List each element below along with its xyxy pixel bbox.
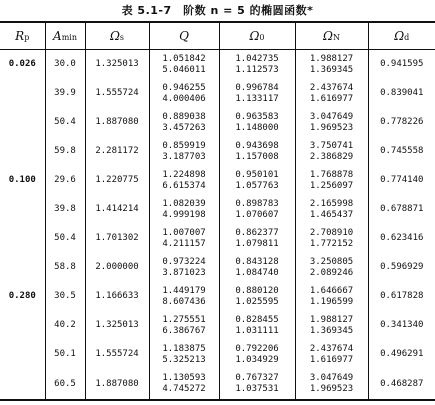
cell-omega-0-value: 1.025595 — [235, 296, 279, 307]
cell-omega-n-value: 1.196599 — [309, 296, 354, 307]
cell-q-value: 0.946255 — [162, 82, 206, 93]
cell-q-value: 5.325213 — [162, 354, 206, 365]
cell-amin: 60.5 — [45, 369, 85, 400]
cell-q — [149, 311, 219, 340]
cell-omega-0 — [219, 166, 295, 195]
cell-omega-s: 2.000000 — [85, 253, 149, 282]
cell-omega-n-value: 1.465437 — [309, 209, 354, 220]
cell-q — [149, 224, 219, 253]
cell-omega-d: 0.774140 — [368, 166, 435, 195]
cell-omega-0 — [219, 50, 295, 80]
cell-omega-0-value: 0.880120 — [235, 285, 279, 296]
cell-q-value: 4.211157 — [162, 238, 206, 249]
table-row — [0, 50, 435, 80]
cell-q — [149, 166, 219, 195]
cell-omega-0-value: 1.037531 — [235, 384, 279, 394]
table-row — [0, 282, 435, 311]
table-row — [0, 340, 435, 369]
cell-q-value: 1.275551 — [162, 314, 206, 325]
cell-omega-s: 1.166633 — [85, 282, 149, 311]
cell-omega-0-value: 0.996784 — [235, 82, 279, 93]
table-row — [0, 253, 435, 282]
header-row — [0, 22, 435, 50]
cell-omega-s: 1.325013 — [85, 311, 149, 340]
cell-q — [149, 340, 219, 369]
cell-omega-0 — [219, 369, 295, 400]
cell-omega-s: 1.555724 — [85, 340, 149, 369]
cell-q-value: 8.607436 — [162, 296, 206, 307]
cell-amin: 50.4 — [45, 108, 85, 137]
cell-omega-d: 0.678871 — [368, 195, 435, 224]
cell-q — [149, 50, 219, 80]
cell-omega-0-value: 1.042735 — [235, 53, 279, 64]
cell-omega-n-value: 2.386829 — [309, 151, 354, 162]
cell-rp — [0, 137, 45, 166]
cell-omega-0 — [219, 79, 295, 108]
cell-omega-0-value: 0.950101 — [235, 169, 279, 180]
cell-omega-n — [295, 369, 368, 400]
header-omega-0: Ω0 — [219, 22, 295, 50]
table-row — [0, 166, 435, 195]
cell-omega-0-value: 1.157008 — [235, 151, 279, 162]
table-row — [0, 137, 435, 166]
cell-omega-0 — [219, 195, 295, 224]
cell-omega-0-value: 1.148000 — [235, 122, 279, 133]
cell-omega-n — [295, 50, 368, 80]
cell-omega-n — [295, 224, 368, 253]
cell-omega-0-value: 1.031111 — [235, 325, 279, 336]
cell-omega-s: 1.887080 — [85, 369, 149, 400]
cell-omega-0-value: 1.034929 — [235, 354, 279, 365]
cell-omega-0-value: 1.112573 — [235, 64, 279, 75]
cell-omega-0 — [219, 108, 295, 137]
cell-q-value: 5.046011 — [162, 64, 206, 75]
cell-q-value: 3.187703 — [162, 151, 206, 162]
header-omega-s: Ωs — [85, 22, 149, 50]
cell-q-value: 6.386767 — [162, 325, 206, 336]
table-row — [0, 311, 435, 340]
cell-q-value: 1.082039 — [162, 198, 206, 209]
cell-amin: 39.9 — [45, 79, 85, 108]
table-row — [0, 195, 435, 224]
cell-omega-d: 0.745558 — [368, 137, 435, 166]
cell-omega-d: 0.341340 — [368, 311, 435, 340]
cell-omega-s: 2.281172 — [85, 137, 149, 166]
cell-omega-d: 0.596929 — [368, 253, 435, 282]
cell-omega-0-value: 1.084740 — [235, 267, 279, 278]
cell-rp — [0, 369, 45, 400]
cell-amin: 40.2 — [45, 311, 85, 340]
cell-q-value: 1.130593 — [162, 373, 206, 383]
cell-amin: 50.4 — [45, 224, 85, 253]
cell-omega-d: 0.778226 — [368, 108, 435, 137]
cell-q-value: 1.449179 — [162, 285, 206, 296]
header-rp: Rp — [0, 22, 45, 50]
cell-omega-n — [295, 79, 368, 108]
cell-q — [149, 369, 219, 400]
cell-rp: 0.280 — [8, 291, 36, 301]
cell-amin: 50.1 — [45, 340, 85, 369]
cell-omega-0 — [219, 340, 295, 369]
cell-omega-n — [295, 282, 368, 311]
cell-omega-n — [295, 166, 368, 195]
cell-rp — [0, 108, 45, 137]
cell-omega-0-value: 1.133117 — [235, 93, 279, 104]
cell-omega-0-value: 1.057763 — [235, 180, 279, 191]
cell-omega-0-value: 0.943698 — [235, 140, 279, 151]
cell-omega-n-value: 2.089246 — [309, 267, 354, 278]
cell-q-value: 1.183875 — [162, 343, 206, 354]
cell-rp: 0.100 — [8, 175, 36, 185]
cell-omega-n-value: 1.616977 — [309, 93, 354, 104]
cell-q-value: 0.973224 — [162, 256, 206, 267]
cell-omega-n — [295, 195, 368, 224]
cell-omega-d: 0.839041 — [368, 79, 435, 108]
cell-omega-n-value: 3.047649 — [309, 111, 354, 122]
cell-omega-n-value: 1.772152 — [309, 238, 354, 249]
cell-amin: 29.6 — [45, 166, 85, 195]
cell-omega-s: 1.555724 — [85, 79, 149, 108]
cell-omega-0-value: 0.862377 — [235, 227, 279, 238]
cell-omega-n — [295, 340, 368, 369]
cell-q-value: 6.615374 — [162, 180, 206, 191]
cell-amin: 59.8 — [45, 137, 85, 166]
cell-amin: 58.8 — [45, 253, 85, 282]
cell-rp — [0, 253, 45, 282]
cell-q-value: 1.224898 — [162, 169, 206, 180]
cell-omega-d: 0.617828 — [368, 282, 435, 311]
table-row — [0, 369, 435, 400]
cell-omega-s: 1.325013 — [85, 50, 149, 80]
cell-omega-s: 1.220775 — [85, 166, 149, 195]
cell-omega-n-value: 1.988127 — [309, 53, 354, 64]
cell-omega-n-value: 1.969523 — [309, 384, 354, 394]
cell-q — [149, 108, 219, 137]
cell-omega-d: 0.468287 — [368, 369, 435, 400]
table-title: 表 5.1-7 阶数 n = 5 的椭圆函数* — [121, 4, 314, 17]
cell-amin: 30.0 — [45, 50, 85, 80]
cell-omega-d: 0.941595 — [368, 50, 435, 80]
cell-q — [149, 253, 219, 282]
cell-q — [149, 79, 219, 108]
cell-rp — [0, 224, 45, 253]
cell-omega-n-value: 3.250805 — [309, 256, 354, 267]
table-row — [0, 79, 435, 108]
cell-omega-0 — [219, 282, 295, 311]
cell-omega-0-value: 0.828455 — [235, 314, 279, 325]
cell-rp — [0, 195, 45, 224]
cell-q-value: 4.745272 — [162, 384, 206, 394]
cell-omega-n — [295, 253, 368, 282]
cell-omega-n-value: 2.708910 — [309, 227, 354, 238]
cell-q — [149, 282, 219, 311]
cell-omega-0 — [219, 253, 295, 282]
cell-omega-s: 1.887080 — [85, 108, 149, 137]
cell-omega-d: 0.496291 — [368, 340, 435, 369]
cell-q-value: 3.457263 — [162, 122, 206, 133]
cell-q-value: 0.859919 — [162, 140, 206, 151]
elliptic-function-table — [0, 21, 435, 401]
cell-amin: 39.8 — [45, 195, 85, 224]
cell-q-value: 4.999198 — [162, 209, 206, 220]
cell-omega-0 — [219, 224, 295, 253]
cell-omega-0 — [219, 137, 295, 166]
cell-omega-0-value: 1.070607 — [235, 209, 279, 220]
cell-omega-n-value: 1.646667 — [309, 285, 354, 296]
table-row — [0, 224, 435, 253]
cell-omega-n-value: 1.256097 — [309, 180, 354, 191]
table-body — [0, 50, 435, 401]
cell-q-value: 1.051842 — [162, 53, 206, 64]
cell-omega-n — [295, 137, 368, 166]
cell-omega-0-value: 1.079811 — [235, 238, 279, 249]
cell-omega-0 — [219, 311, 295, 340]
cell-q-value: 4.000406 — [162, 93, 206, 104]
cell-rp: 0.026 — [8, 59, 36, 69]
cell-omega-n-value: 3.750741 — [309, 140, 354, 151]
cell-omega-n — [295, 108, 368, 137]
cell-omega-0-value: 0.767327 — [235, 373, 279, 383]
cell-omega-n-value: 2.165998 — [309, 198, 354, 209]
cell-omega-n-value: 1.969523 — [309, 122, 354, 133]
cell-omega-s: 1.414214 — [85, 195, 149, 224]
cell-q — [149, 195, 219, 224]
cell-q-value: 3.871023 — [162, 267, 206, 278]
cell-omega-n-value: 1.369345 — [309, 325, 354, 336]
header-omega-n: ΩN — [295, 22, 368, 50]
header-omega-d: Ωd — [368, 22, 435, 50]
cell-omega-n-value: 2.437674 — [309, 82, 354, 93]
cell-omega-n — [295, 311, 368, 340]
cell-omega-n-value: 1.988127 — [309, 314, 354, 325]
cell-omega-n-value: 1.768878 — [309, 169, 354, 180]
cell-q-value: 1.007007 — [162, 227, 206, 238]
header-amin: Amin — [45, 22, 85, 50]
cell-omega-d: 0.623416 — [368, 224, 435, 253]
cell-rp — [0, 79, 45, 108]
table-row — [0, 108, 435, 137]
cell-omega-n-value: 1.616977 — [309, 354, 354, 365]
cell-omega-n-value: 1.369345 — [309, 64, 354, 75]
cell-omega-n-value: 3.047649 — [309, 373, 354, 383]
cell-omega-0-value: 0.963583 — [235, 111, 279, 122]
cell-omega-0-value: 0.792206 — [235, 343, 279, 354]
cell-rp — [0, 340, 45, 369]
cell-amin: 30.5 — [45, 282, 85, 311]
header-q: Q — [149, 22, 219, 50]
cell-omega-0-value: 0.898783 — [235, 198, 279, 209]
cell-omega-0-value: 0.843128 — [235, 256, 279, 267]
cell-q-value: 0.889038 — [162, 111, 206, 122]
cell-rp — [0, 311, 45, 340]
cell-omega-s: 1.701302 — [85, 224, 149, 253]
cell-omega-n-value: 2.437674 — [309, 343, 354, 354]
cell-q — [149, 137, 219, 166]
